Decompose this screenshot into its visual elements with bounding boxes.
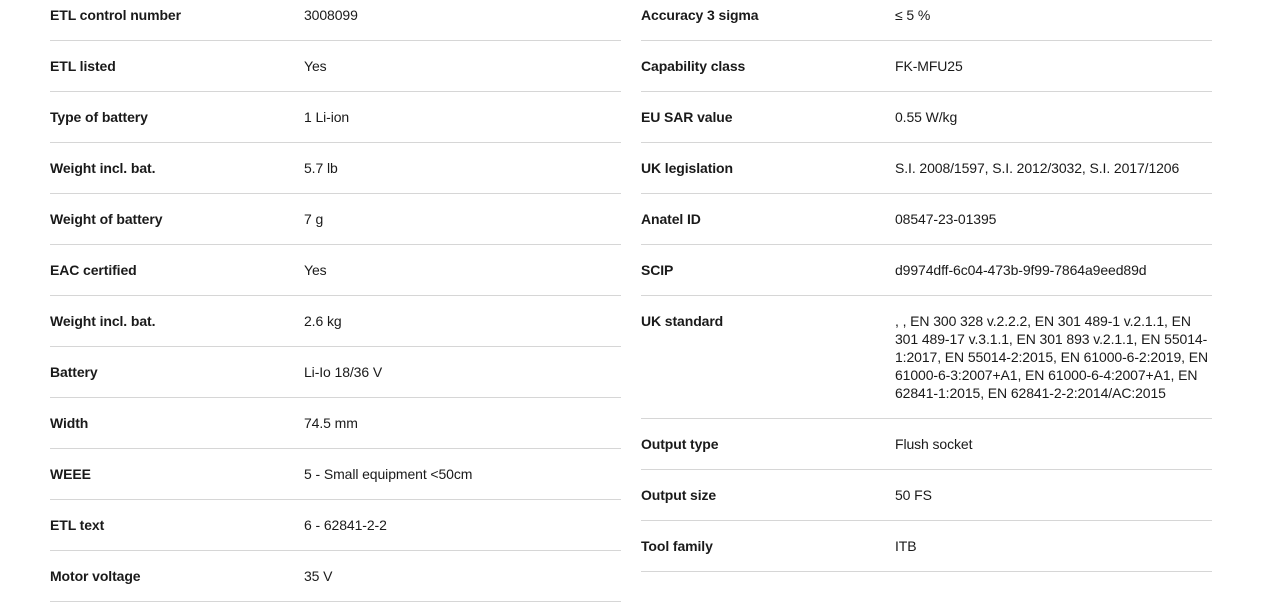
spec-column-left [50, 0, 621, 602]
spec-value: , , EN 300 328 v.2.2.2, EN 301 489-1 v.2.1.1, EN 301 489-17 v.3.1.1, EN 301 893 v.2.1.1, EN 55014-1:2017, EN 55014-2:2015, EN 61000-6-2:2019, EN 61000-6-3:2007+A1, EN 61000-6-4:2007+A1, EN 62841-1:2015, EN 62841-2-2:2014/AC:2015 [895, 313, 1208, 401]
spec-label: EU SAR value [641, 109, 733, 125]
spec-row [641, 419, 1212, 470]
spec-row [50, 398, 621, 449]
spec-label: Weight incl. bat. [50, 160, 156, 176]
spec-row [641, 470, 1212, 521]
spec-row [50, 449, 621, 500]
spec-row [50, 92, 621, 143]
spec-value: S.I. 2008/1597, S.I. 2012/3032, S.I. 2017/1206 [895, 160, 1180, 176]
spec-row [641, 143, 1212, 194]
spec-value: d9974dff-6c04-473b-9f99-7864a9eed89d [895, 262, 1147, 278]
spec-row [50, 551, 621, 602]
spec-label: Capability class [641, 58, 746, 74]
spec-value: 5 - Small equipment <50cm [304, 466, 473, 482]
spec-row [50, 296, 621, 347]
spec-label: Weight of battery [50, 211, 163, 227]
spec-row [50, 143, 621, 194]
spec-value: 5.7 lb [304, 160, 338, 176]
spec-row [641, 521, 1212, 572]
spec-row [50, 41, 621, 92]
spec-value: Yes [304, 262, 327, 278]
spec-value: Flush socket [895, 436, 973, 452]
spec-value: Li-Io 18/36 V [304, 364, 383, 380]
spec-value: ITB [895, 538, 917, 554]
spec-label: WEEE [50, 466, 91, 482]
spec-label: Accuracy 3 sigma [641, 7, 759, 23]
spec-row [50, 347, 621, 398]
spec-label: UK legislation [641, 160, 733, 176]
spec-label: ETL control number [50, 7, 181, 23]
spec-label: Motor voltage [50, 568, 141, 584]
spec-value: 50 FS [895, 487, 932, 503]
spec-label: ETL text [50, 517, 105, 533]
spec-row [50, 245, 621, 296]
spec-label: ETL listed [50, 58, 116, 74]
spec-label: EAC certified [50, 262, 137, 278]
spec-row [50, 0, 621, 41]
spec-row [641, 194, 1212, 245]
spec-value: 1 Li-ion [304, 109, 350, 125]
spec-label: SCIP [641, 262, 674, 278]
spec-label: Width [50, 415, 89, 431]
spec-value: 2.6 kg [304, 313, 342, 329]
spec-value: 7 g [304, 211, 324, 227]
spec-row [641, 0, 1212, 41]
spec-row [50, 194, 621, 245]
spec-label: Type of battery [50, 109, 148, 125]
spec-row [641, 41, 1212, 92]
spec-label: Battery [50, 364, 98, 380]
spec-value: FK-MFU25 [895, 58, 963, 74]
spec-column-right [641, 0, 1212, 572]
spec-value: ≤ 5 % [895, 7, 931, 23]
spec-label: Output size [641, 487, 717, 503]
spec-value: 3008099 [304, 7, 358, 23]
spec-label: Tool family [641, 538, 713, 554]
spec-row [641, 296, 1212, 419]
spec-value: 0.55 W/kg [895, 109, 958, 125]
spec-value: Yes [304, 58, 327, 74]
spec-row [641, 245, 1212, 296]
spec-value: 35 V [304, 568, 333, 584]
spec-label: Weight incl. bat. [50, 313, 156, 329]
spec-label: Output type [641, 436, 719, 452]
spec-value: 6 - 62841-2-2 [304, 517, 387, 533]
spec-row [50, 500, 621, 551]
spec-label: Anatel ID [641, 211, 701, 227]
spec-value: 74.5 mm [304, 415, 358, 431]
spec-label: UK standard [641, 313, 724, 329]
spec-row [641, 92, 1212, 143]
spec-value: 08547-23-01395 [895, 211, 997, 227]
